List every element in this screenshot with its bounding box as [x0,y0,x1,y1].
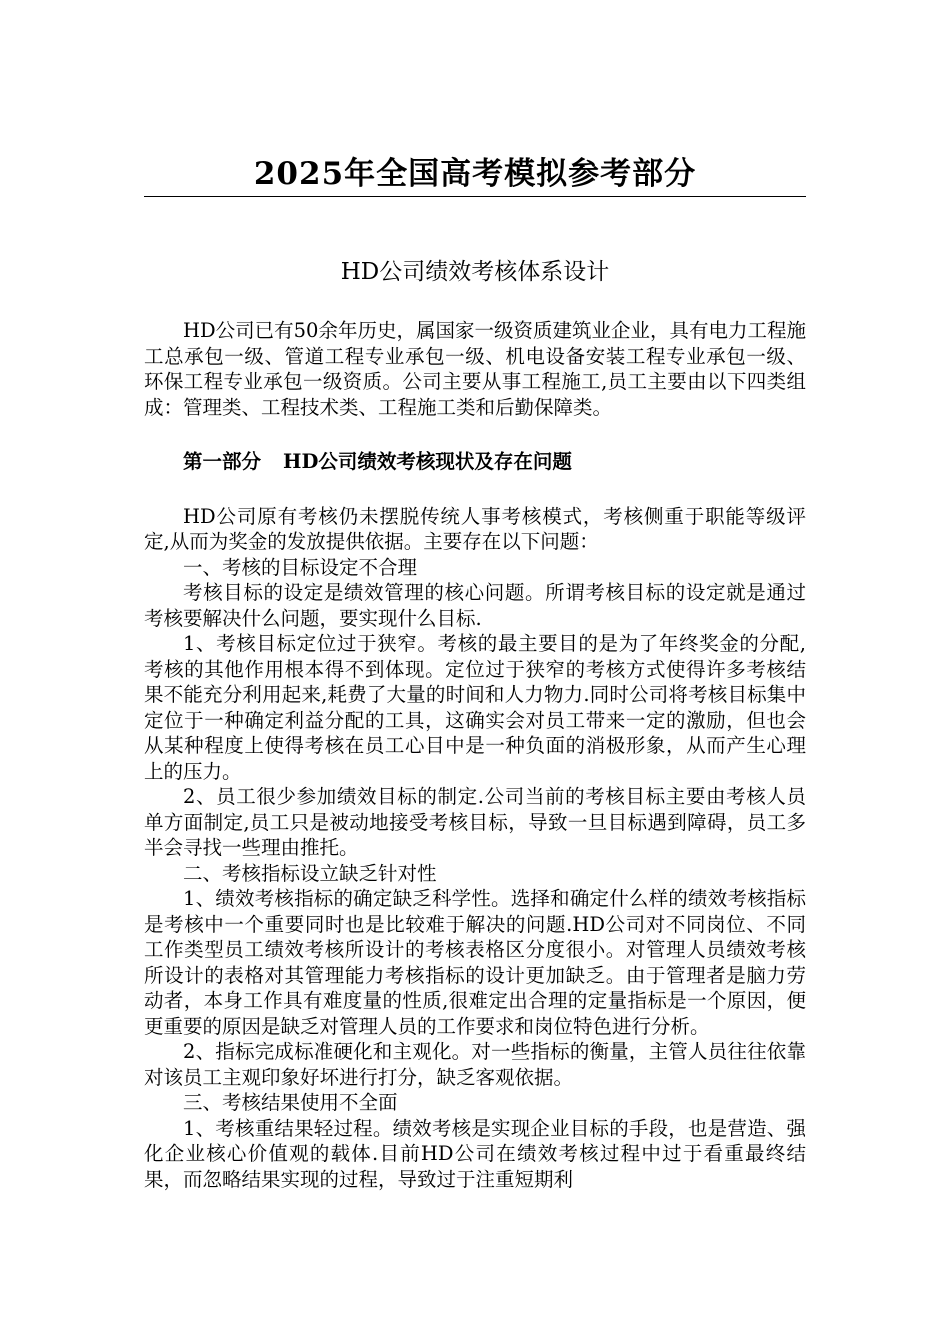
document-body [144,318,806,1192]
subheading-2: 二、考核指标设立缺乏针对性 [183,861,437,885]
section-heading [144,449,806,475]
page-header: 2025年全国高考模拟参考部分 [253,156,697,192]
section-label: 第一部分 [183,450,262,473]
body-paragraph: 1、绩效考核指标的确定缺乏科学性。选择和确定什么样的绩效考核指标是考核中一个重要同时也是比较难于解决的问题.HD公司对不同岗位、不同工作类型员工绩效考核所设计的考核表格区分度很小。对管理人员绩效考核所设计的表格对其管理能力考核指标的设计更加缺乏。由于管理者是脑力劳动者，本身工作具有难度量的性质,很难定出合理的定量指标是一个原因，便更重要的原因是缺乏对管理人员的工作要求和岗位特色进行分析。 [144,887,806,1038]
body-paragraph: 2、员工很少参加绩效目标的制定.公司当前的考核目标主要由考核人员单方面制定,员工只是被动地接受考核目标，导致一旦目标遇到障碍，员工多半会寻找一些理由推托。 [144,785,806,859]
section-title: HD公司绩效考核现状及存在问题 [283,450,572,473]
subheading-1: 一、考核的目标设定不合理 [183,555,418,579]
intro-paragraph: HD公司已有50余年历史，属国家一级资质建筑业企业，具有电力工程施工总承包一级、管道工程专业承包一级、机电设备安装工程专业承包一级、环保工程专业承包一级资质。公司主要从事工程施工,员工主要由以下四类组成：管理类、工程技术类、工程施工类和后勤保障类。 [144,319,806,419]
body-paragraph: 考核目标的设定是绩效管理的核心问题。所谓考核目标的设定就是通过考核要解决什么问题，要实现什么目标. [144,581,806,630]
document-title: HD公司绩效考核体系设计 [340,259,610,285]
body-paragraph: 1、考核目标定位过于狭窄。考核的最主要目的是为了年终奖金的分配,考核的其他作用根本得不到体现。定位过于狭窄的考核方式使得许多考核结果不能充分利用起来,耗费了大量的时间和人力物力.同时公司将考核目标集中定位于一种确定利益分配的工具，这确实会对员工带来一定的激励，但也会从某种程度上使得考核在员工心目中是一种负面的消极形象，从而产生心理上的压力。 [144,632,806,783]
body-paragraph: HD公司原有考核仍未摆脱传统人事考核模式，考核侧重于职能等级评定,从而为奖金的发放提供依据。主要存在以下问题： [144,504,806,553]
subheading-3: 三、考核结果使用不全面 [183,1091,398,1114]
body-paragraph: 1、考核重结果轻过程。绩效考核是实现企业目标的手段，也是营造、强化企业核心价值观的载体.目前HD公司在绩效考核过程中过于看重最终结果，而忽略结果实现的过程，导致过于注重短期利 [144,1116,806,1191]
body-paragraph: 2、指标完成标准硬化和主观化。对一些指标的衡量，主管人员往往依靠对该员工主观印象好坏进行打分，缺乏客观依据。 [144,1040,806,1089]
header-rule [144,196,806,197]
